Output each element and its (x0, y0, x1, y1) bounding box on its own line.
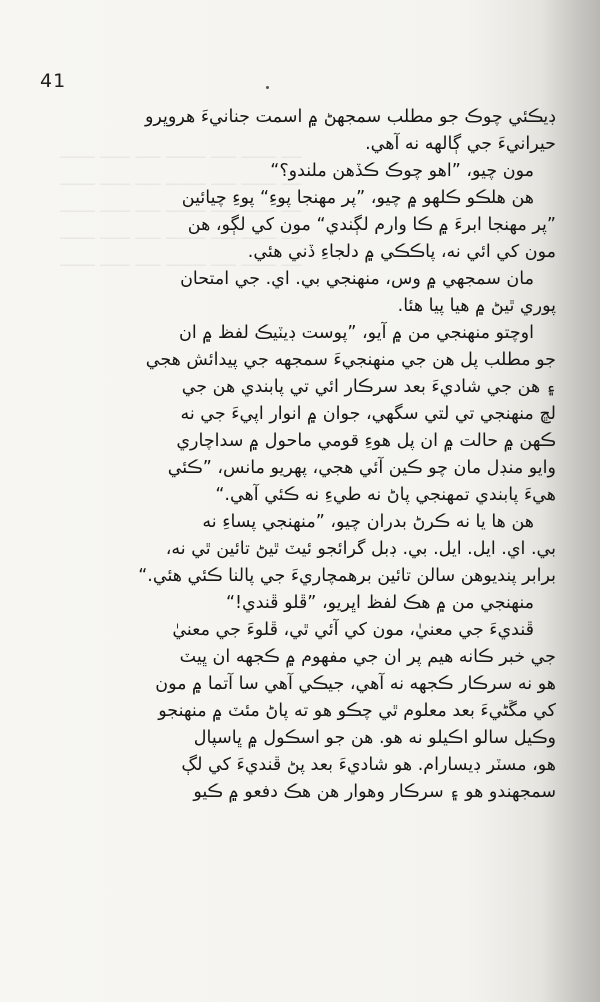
text-line: اوچتو منهنجي من ۾ آيو، ”پوست ڊيٽيڪ لفظ ۾ ان (178, 323, 534, 343)
text-line: ڦنديءَ جي معنيٰ، مون کي آئي ٿي، ڦلوءَ جي معنيٰ (172, 620, 534, 640)
print-speck (266, 86, 269, 89)
text-line: مان سمجهي ۾ وس، منهنجي بي. اي. جي امتحان (180, 269, 534, 289)
text-line: لڇ منهنجي تي لتي سگهي، جوان ۾ انوار اپيءَ جي نه (180, 404, 556, 424)
text-line: حيرانيءَ جي ڳالهه نه آهي. (365, 134, 556, 154)
text-line: وڪيل سالو اڪيلو نه هو. هن جو اسڪول ۾ ڀاسپال (193, 728, 556, 748)
body-text (38, 104, 556, 806)
text-line: جي خبر ڪانه هيم پر ان جي مفهوم ۾ ڪجهه ان ڀيٽ (179, 647, 556, 667)
text-line: ڊيڪئي چوڪ جو مطلب سمجهڻ ۾ اسمت جنانيءَ هروڀرو (144, 107, 556, 127)
text-line: هو نه سرڪار ڪجهه نه آهي، جيڪي آهي سا آتما ۾ مون (155, 674, 556, 694)
page-number: 41 (40, 70, 67, 92)
text-line: منهنجي من ۾ هڪ لفظ اڀريو، ”ڦلو ڦندي!“ (225, 593, 534, 613)
bleed-through-text: ـــــــ ــــــ ـــــ ــــــــ ـــــ ـــــــ ــــ ـــــــ ــــــ ـــــ ــــــــ ـــــ ـــــــ ــــ ـــــــ ــــــ ـــــ ــــــــ ـــــ ـــــــ ــــ ـــــــ ــــــ ـــــ ــــــــ ـــــ ـــــــ ــــ ـــــــ ــــــ ـــــ ــــــــ ـــــ ـــــــ ــــ (60, 143, 302, 271)
text-line: ۽ هن جي شاديءَ بعد سرڪار ائي تي پابندي هن جي (181, 377, 556, 397)
text-line: هن هلڪو ڪلهو ۾ چيو، ”پر مهنجا پوءِ“ پوءِ چيائين (181, 188, 534, 208)
text-line: سمجهندو هو ۽ سرڪار وهوار هن هڪ دفعو ۾ ڪيو (193, 782, 556, 802)
text-line: مون چيو، ”اهو چوڪ ڪڏهن ملندو؟“ (270, 161, 534, 181)
text-line: هو، مسٽر ڊيسارام. هو شاديءَ بعد پڻ ڦنديءَ کي لڳ (181, 755, 556, 775)
text-line: پوري ٿيڻ ۾ هيا پيا هئا. (397, 296, 556, 316)
text-line: هيءَ پابندي تمهنجي پاڻ نه طيءِ نه ڪئي آهي.“ (215, 485, 556, 505)
text-line: برابر پنديوهن سالن تائين برهمچاريءَ جي پالنا ڪئي هئي.“ (138, 566, 556, 586)
text-line: وايو منڊل مان چو ڪين آئي هجي، پهريو مانس، ”ڪئي (167, 458, 556, 478)
text-line: ”پر مهنجا ابرءَ ۾ ڪا وارم لڳندي“ مون کي لڳو، هن (187, 215, 556, 235)
text-line: مون کي ائي نه، پاڪڪي ۾ دلجاءِ ڏني هئي. (247, 242, 556, 262)
text-line: هن ها يا نه ڪرڻ بدران چيو، ”منهنجي پساءِ نه (202, 512, 534, 532)
text-line: جو مطلب پل هن جي منهنجيءَ سمجهه جي پيدائش هجي (145, 350, 556, 370)
text-line: ڪهن ۾ حالت ۾ ان پل هوءِ قومي ماحول ۾ سداچاري (176, 431, 556, 451)
text-line: کي مڱڻيءَ بعد معلوم ٿي چڪو هو ته پاڻ مئٽ ۾ منهنجو (158, 701, 556, 721)
text-line: بي. اي. ايل. ايل. بي. ڊبل گرائجو ئيٽ ٿيڻ تائين ٿي نه، (165, 539, 556, 559)
